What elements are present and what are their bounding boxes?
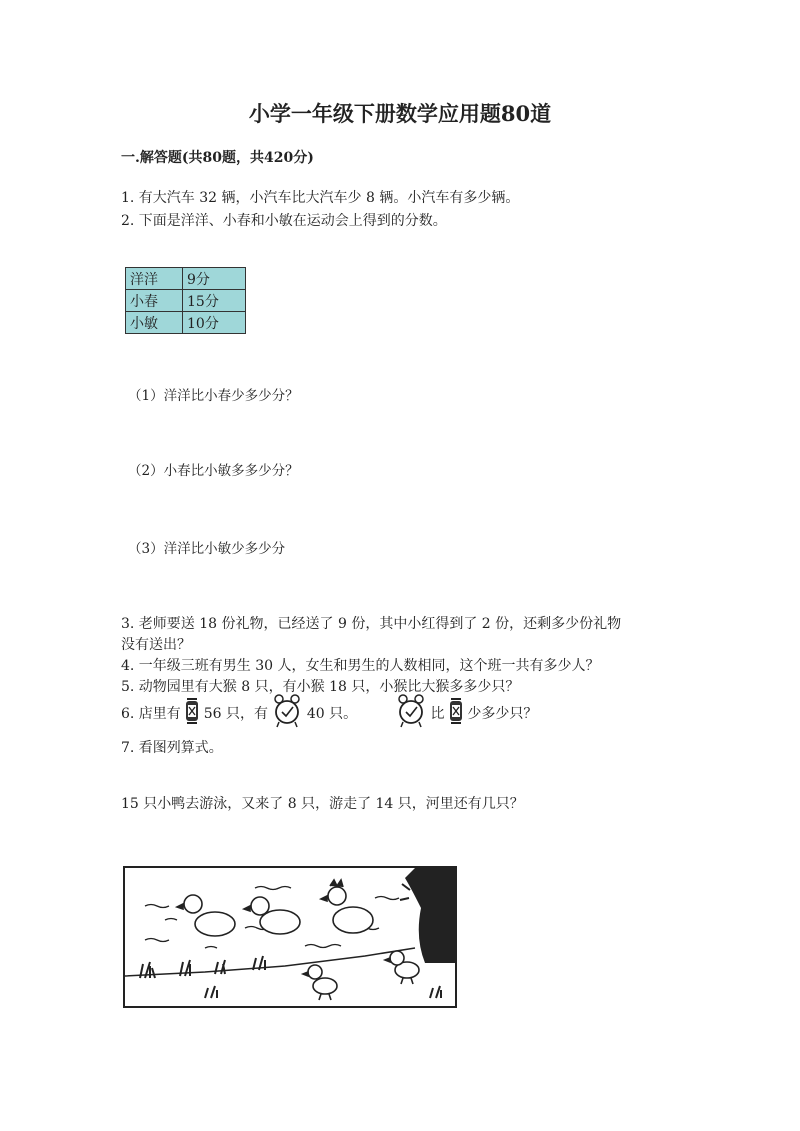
question-6: [121, 694, 537, 734]
lantern-icon: [185, 697, 199, 731]
question-2-sub-3: （3）洋洋比小敏少多少分: [128, 541, 286, 557]
question-2-sub-1: （1）洋洋比小春少多少分？: [128, 388, 299, 404]
question-6-text-5: 少多少只？: [467, 706, 538, 722]
table-row: [126, 268, 246, 290]
alarm-clock-icon: [272, 694, 302, 734]
table-cell-score: 15分: [183, 290, 246, 312]
lantern-icon: [449, 697, 463, 731]
page-title: 小学一年级下册数学应用题80道: [248, 101, 552, 126]
question-2-sub-2: （2）小春比小敏多多少分？: [128, 463, 299, 479]
question-3-line-2: 没有送出？: [121, 637, 191, 653]
table-cell-name: 洋洋: [126, 268, 183, 290]
question-2: 2. 下面是洋洋、小春和小敏在运动会上得到的分数。: [121, 213, 447, 229]
table-cell-name: 小敏: [126, 312, 183, 334]
question-7: 7. 看图列算式。: [121, 740, 223, 756]
ducks-picture: [123, 866, 457, 1008]
section-header: 一.解答题(共80题，共420分): [121, 150, 314, 166]
table-row: [126, 290, 246, 312]
question-1: 1. 有大汽车 32 辆，小汽车比大汽车少 8 辆。小汽车有多少辆。: [121, 190, 520, 206]
question-3-line-1: 3. 老师要送 18 份礼物，已经送了 9 份，其中小红得到了 2 份，还剩多少份礼物: [121, 616, 622, 632]
question-5: 5. 动物园里有大猴 8 只，有小猴 18 只，小猴比大猴多多少只？: [121, 679, 520, 695]
question-7-text: 15 只小鸭去游泳，又来了 8 只，游走了 14 只，河里还有几只？: [121, 796, 524, 812]
alarm-clock-icon: [396, 694, 426, 734]
question-6-text-1: 6. 店里有: [121, 706, 181, 722]
score-table: [125, 267, 246, 334]
question-6-text-2: 56 只，有: [203, 706, 268, 722]
table-cell-score: 9分: [183, 268, 246, 290]
question-4: 4. 一年级三班有男生 30 人，女生和男生的人数相同，这个班一共有多少人？: [121, 658, 600, 674]
table-cell-score: 10分: [183, 312, 246, 334]
table-row: [126, 312, 246, 334]
question-6-text-3: 40 只。: [306, 706, 358, 722]
table-cell-name: 小春: [126, 290, 183, 312]
question-6-text-4: 比: [430, 706, 445, 722]
